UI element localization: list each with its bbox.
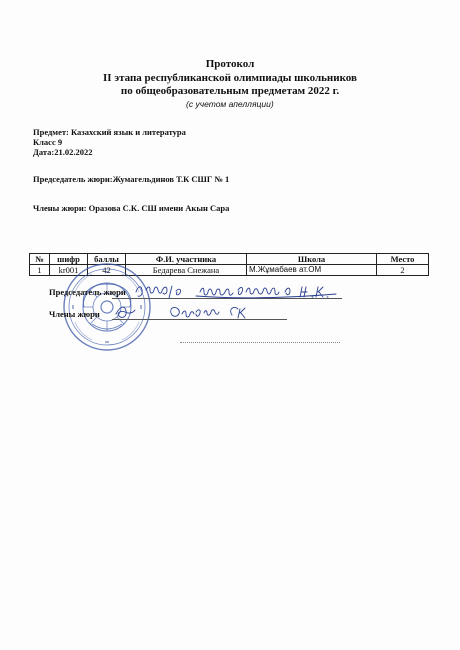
chair-signature-line xyxy=(112,298,342,299)
subject-line: Предмет: Казахский язык и литература xyxy=(33,127,186,137)
protocol-subtitle-line-1: II этапа республиканской олимпиады школьников xyxy=(103,71,357,84)
chair-signature-label: Председатель жюри xyxy=(49,287,126,297)
jury-chair-line: Председатель жюри:Жумагельдинов Т.К СШГ № 1 xyxy=(33,174,230,184)
cell-place: 2 xyxy=(377,265,429,276)
cell-school: М.Жұмабаев ат.ОМ xyxy=(247,265,377,276)
cell-number: 1 xyxy=(30,265,50,276)
protocol-header xyxy=(0,58,460,99)
class-line: Класс 9 xyxy=(33,137,63,147)
chair-handwritten-name xyxy=(196,287,336,298)
jury-members-line: Члены жюри: Оразова С.К. СШ имени Акын Сара xyxy=(33,203,230,213)
column-header-score: баллы xyxy=(88,254,126,265)
members-signature-line xyxy=(112,319,287,320)
protocol-subtitle-line-2: по общеобразовательным предметам 2022 г. xyxy=(120,85,340,97)
cell-code: kr001 xyxy=(50,265,88,276)
protocol-title: Протокол xyxy=(205,58,255,70)
cell-participant: Бедарева Снежана xyxy=(126,265,247,276)
appeal-note: (с учетом апелляции) xyxy=(186,99,274,109)
column-header-school: Школа xyxy=(247,254,377,265)
official-seal-icon xyxy=(62,262,152,352)
cell-score: 42 xyxy=(88,265,126,276)
date-line: Дата:21.02.2022 xyxy=(33,147,93,157)
dotted-signature-line xyxy=(180,342,340,343)
column-header-code: шифр xyxy=(50,254,88,265)
column-header-participant: Ф.И. участника xyxy=(126,254,247,265)
members-handwritten-name xyxy=(171,307,245,318)
column-header-number: № xyxy=(30,254,50,265)
column-header-place: Место xyxy=(377,254,429,265)
members-signature-label: Члены жюри xyxy=(49,309,100,319)
